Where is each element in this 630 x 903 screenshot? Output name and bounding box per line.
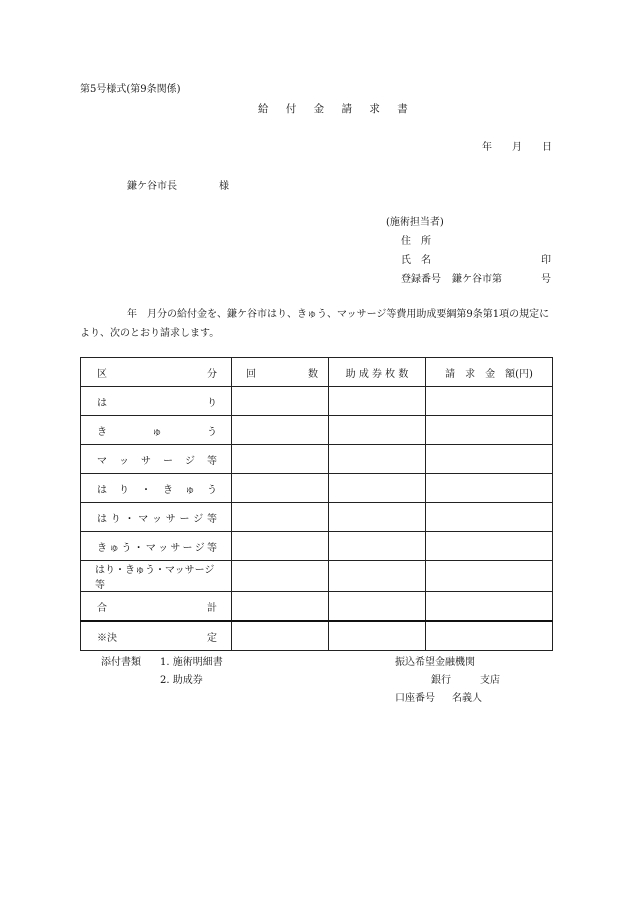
row-amount-cell[interactable] [426,532,553,561]
branch-label: 支店 [480,675,500,686]
row-count-cell[interactable] [232,561,329,592]
page-title: 給 付 金 請 求 書 [258,103,415,115]
addressee-honorific: 様 [219,181,229,192]
statement-line2: より、次のとおり請求します。 [80,328,220,339]
row-amount-cell[interactable] [426,387,553,416]
row-ticket-cell[interactable] [329,445,426,474]
header-kubun: 区 分 [81,358,232,387]
bank-name-label: 銀行 [431,675,451,686]
address-label: 住 所 [401,236,431,247]
row-category: は り [81,387,232,416]
row-category: ※決 定 [81,621,232,651]
row-amount-cell[interactable] [426,561,553,592]
statement-line1: 年 月分の給付金を、鎌ケ谷市はり、きゅう、マッサージ等費用助成要綱第9条第1項の規定に [127,309,550,320]
account-holder-label: 名義人 [452,693,482,704]
table-row [81,387,553,416]
date-day: 日 [542,142,552,153]
row-count-cell[interactable] [232,416,329,445]
attachments-label: 添付書類 [101,657,141,668]
table-row [81,445,553,474]
row-amount-cell[interactable] [426,445,553,474]
date-year: 年 [482,142,492,153]
row-count-cell[interactable] [232,474,329,503]
row-amount-cell[interactable] [426,503,553,532]
row-ticket-cell[interactable] [329,503,426,532]
row-category: 合 計 [81,592,232,622]
row-category: は り ・ マ ッ サ ー ジ 等 [81,503,232,532]
row-ticket-cell[interactable] [329,387,426,416]
row-count-cell[interactable] [232,532,329,561]
row-ticket-cell[interactable] [329,416,426,445]
row-amount-cell[interactable] [426,592,553,622]
table-row [81,561,553,592]
header-ticket-count: 助 成 券 枚 数 [329,358,426,387]
row-amount-cell[interactable] [426,621,553,651]
row-amount-cell[interactable] [426,416,553,445]
table-row [81,474,553,503]
header-amount: 請 求 金 額(円) [426,358,553,387]
addressee [127,177,229,192]
row-ticket-cell[interactable] [329,592,426,622]
claim-table [80,357,553,651]
header-kaisu: 回 数 [232,358,329,387]
row-count-cell[interactable] [232,387,329,416]
table-row [81,416,553,445]
row-count-cell[interactable] [232,445,329,474]
row-category: き ゅ う [81,416,232,445]
name-label: 氏 名 [401,255,431,266]
account-number-label: 口座番号 [395,693,435,704]
row-category: き ゅ う ・ マ ッ サ ー ジ 等 [81,532,232,561]
row-category: はり・きゅう・マッサージ等 [81,561,232,592]
row-ticket-cell[interactable] [329,474,426,503]
attachment-item-1: 1. 施術明細書 [160,657,223,668]
bank-label: 振込希望金融機関 [395,657,475,668]
registration-suffix: 号 [541,274,551,285]
row-count-cell[interactable] [232,592,329,622]
table-row [81,592,553,622]
row-category: マ ッ サ ー ジ 等 [81,445,232,474]
registration-label: 登録番号 [401,274,441,285]
row-amount-cell[interactable] [426,474,553,503]
row-count-cell[interactable] [232,621,329,651]
row-ticket-cell[interactable] [329,621,426,651]
table-row [81,532,553,561]
registration-city: 鎌ケ谷市第 [452,274,502,285]
attachment-item-2: 2. 助成券 [160,675,203,686]
table-header-row [81,358,553,387]
applicant-heading: (施術担当者) [386,217,444,228]
seal-mark: 印 [541,255,551,266]
row-count-cell[interactable] [232,503,329,532]
addressee-name: 鎌ケ谷市長 [127,181,177,192]
row-ticket-cell[interactable] [329,561,426,592]
form-number: 第5号様式(第9条関係) [80,84,181,95]
row-ticket-cell[interactable] [329,532,426,561]
date-month: 月 [512,142,522,153]
table-row [81,621,553,651]
table-row [81,503,553,532]
row-category: は り ・ き ゅ う [81,474,232,503]
